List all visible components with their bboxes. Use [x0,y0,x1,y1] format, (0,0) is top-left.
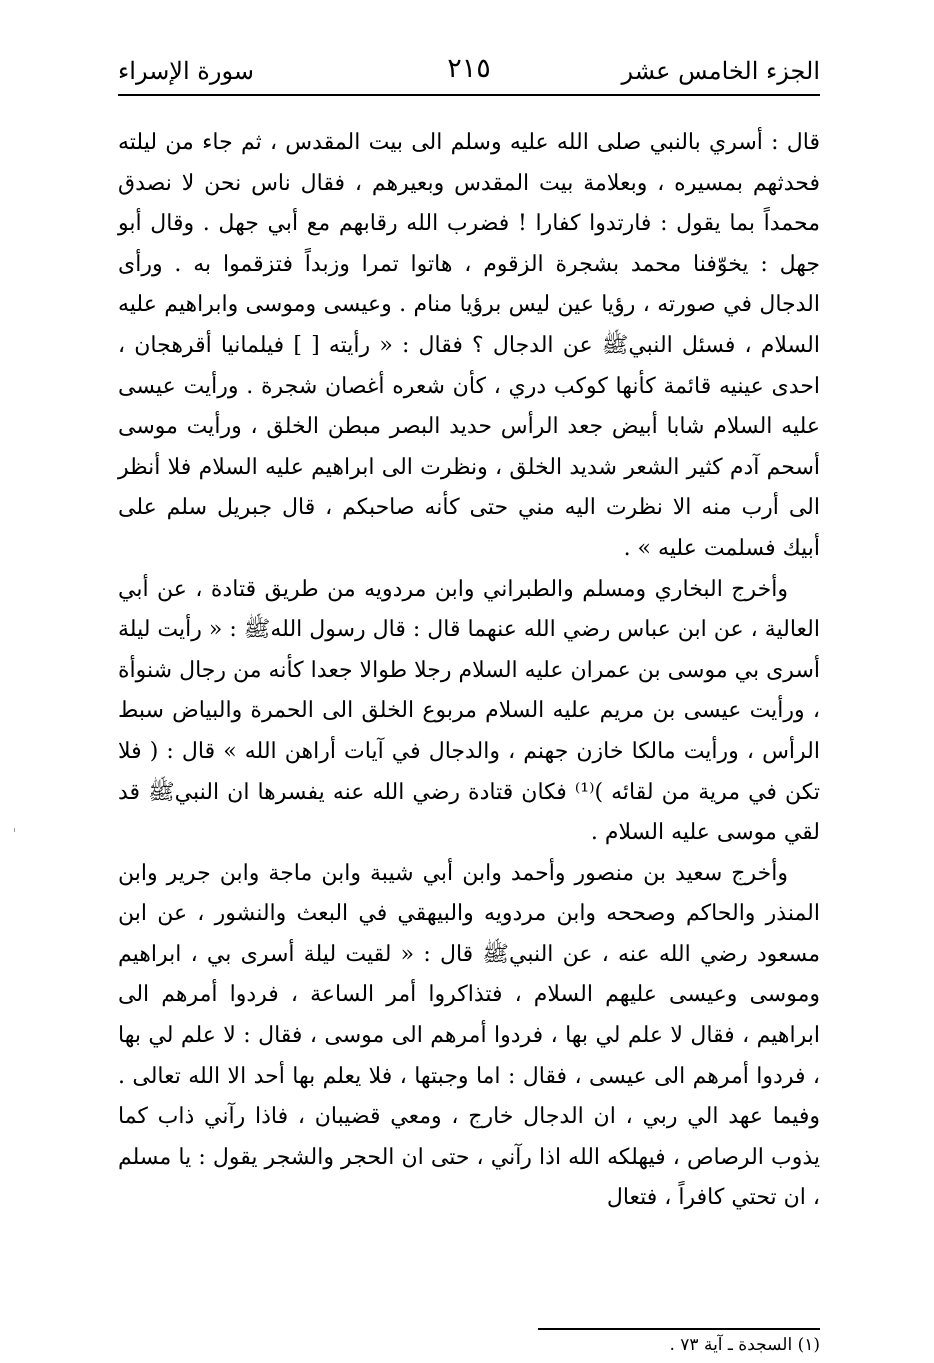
footnote: (١) السجدة ـ آية ٧٣ . [669,1335,820,1355]
footnote-rule [538,1328,820,1330]
header-rule [118,94,820,96]
surah-title: سورة الإسراء [118,57,254,85]
running-header [118,50,820,94]
part-title: الجزء الخامس عشر [621,57,820,85]
main-text [118,123,820,1219]
paragraph-3: وأخرج سعيد بن منصور وأحمد وابن أبي شيبة وابن ماجة وابن جرير وابن المنذر والحاكم وصححه وابن مردويه والبيهقي في البعث والنشور ، عن ابن مسعود رضي الله عنه ، عن النبيﷺ قال : « لقيت ليلة أسرى بي ، ابراهيم وموسى وعيسى عليهم السلام ، فتذاكروا أمر الساعة ، فردوا أمرهم الى ابراهيم ، فقال لا علم لي بها ، فردوا أمرهم الى موسى ، فقال : لا علم لي بها ، فردوا أمرهم الى عيسى ، فقال : اما وجبتها ، فلا يعلم بها أحد الا الله تعالى . وفيما عهد الي ربي ، ان الدجال خارج ، ومعي قضيبان ، فاذا رآني ذاب كما يذوب الرصاص ، فيهلكه الله اذا رآني ، حتى ان الحجر والشجر يقول : يا مسلم ، ان تحتي كافراً ، فتعال [118,860,820,1211]
margin-mark [14,828,15,832]
page-number: ٢١٥ [447,53,491,84]
paragraph-1: قال : أسري بالنبي صلى الله عليه وسلم الى بيت المقدس ، ثم جاء من ليلته فحدثهم بمسيره ، وبعلامة بيت المقدس وبعيرهم ، فقال ناس نحن لا نصدق محمداً بما يقول : فارتدوا كفارا ! فضرب الله رقابهم مع أبي جهل . وقال أبو جهل : يخوّفنا محمد بشجرة الزقوم ، هاتوا تمرا وزبداً فتزقموا به . ورأى الدجال في صورته ، رؤيا عين ليس برؤيا منام . وعيسى وموسى وابراهيم عليه السلام ، فسئل النبيﷺ عن الدجال ؟ فقال : « رأيته [ ] فيلمانيا أقرهجان ، احدى عينيه قائمة كأنها كوكب دري ، كأن شعره أغصان شجرة . ورأيت عيسى عليه السلام شابا أبيض جعد الرأس حديد البصر مبطن الخلق ، ورأيت موسى أسحم آدم كثير الشعر شديد الخلق ، ونظرت الى ابراهيم عليه السلام فلا أنظر الى أرب منه الا نظرت اليه مني حتى كأنه صاحبكم ، قال جبريل سلم على أبيك فسلمت عليه » . [118,130,820,561]
paragraph-2: وأخرج البخاري ومسلم والطبراني وابن مردويه من طريق قتادة ، عن أبي العالية ، عن ابن عباس رضي الله عنهما قال : قال رسول اللهﷺ : « رأيت ليلة أسرى بي موسى بن عمران عليه السلام رجلا طوالا جعدا كأنه من رجال شنوأة ، ورأيت عيسى بن مريم عليه السلام مربوع الخلق الى الحمرة والبياض سبط الرأس ، ورأيت مالكا خازن جهنم ، والدجال في آيات أراهن الله » قال : ( فلا تكن في مرية من لقائه )⁽¹⁾ فكان قتادة رضي الله عنه يفسرها ان النبيﷺ قد لقي موسى عليه السلام . [118,576,820,846]
